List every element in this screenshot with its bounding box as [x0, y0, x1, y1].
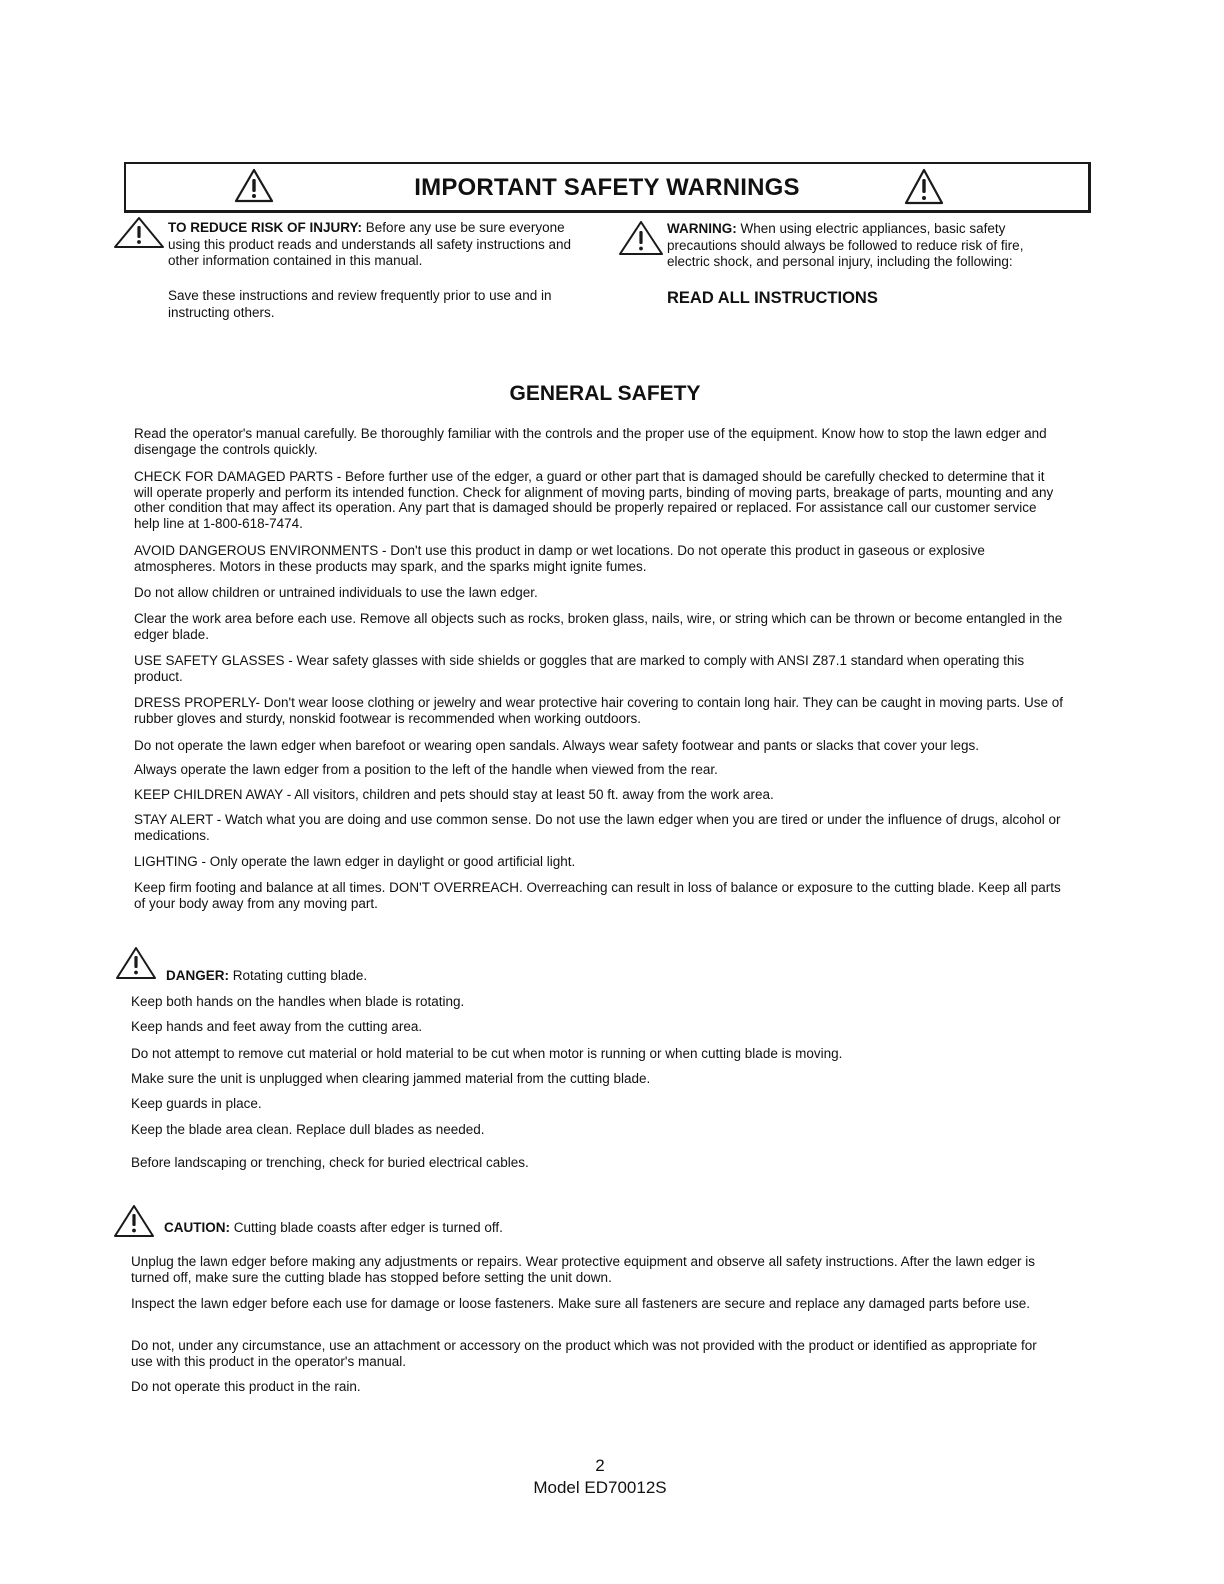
- caution-item: Inspect the lawn edger before each use for damage or loose fasteners. Make sure all fasteners are secure and replace any damaged parts before use.: [131, 1296, 1031, 1311]
- danger-lead: DANGER:: [166, 968, 229, 983]
- danger-item: Before landscaping or trenching, check for buried electrical cables.: [131, 1155, 529, 1170]
- general-safety-paragraph: USE SAFETY GLASSES - Wear safety glasses with side shields or goggles that are marked to comply with ANSI Z87.1 standard when operating this product.: [134, 653, 1025, 684]
- warning-triangle-icon: [113, 1204, 155, 1238]
- general-safety-paragraph: Clear the work area before each use. Remove all objects such as rocks, broken glass, nails, wire, or string which can be thrown or become entangled in the edger blade.: [134, 611, 1063, 642]
- caution-notice: [164, 1220, 503, 1236]
- risk-of-injury-text: Before any use be sure everyone using this product reads and understands all safety instructions and other information contained in this manual.: [168, 220, 571, 268]
- model-label: Model ED70012S: [533, 1478, 667, 1497]
- general-safety-paragraph: KEEP CHILDREN AWAY - All visitors, children and pets should stay at least 50 ft. away from the work area.: [134, 787, 774, 802]
- danger-item: Keep guards in place.: [131, 1096, 262, 1111]
- electric-warning-notice: [667, 221, 1057, 271]
- caution-item: Unplug the lawn edger before making any adjustments or repairs. Wear protective equipment and observe all safety instructions. After the lawn edger is turned off, make sure the cutting blade has stopped before setting the unit down.: [131, 1254, 1035, 1285]
- risk-of-injury-notice: [168, 220, 588, 270]
- banner-title: IMPORTANT SAFETY WARNINGS: [414, 174, 800, 201]
- danger-item: Make sure the unit is unplugged when clearing jammed material from the cutting blade.: [131, 1071, 651, 1086]
- caution-item: Do not, under any circumstance, use an attachment or accessory on the product which was not provided with the product or identified as appropriate for use with this product in the operator's manual.: [131, 1338, 1037, 1369]
- read-all-instructions: READ ALL INSTRUCTIONS: [667, 289, 878, 307]
- danger-item: Keep hands and feet away from the cutting area.: [131, 1019, 423, 1034]
- warning-triangle-icon: [618, 220, 664, 256]
- danger-item: Do not attempt to remove cut material or hold material to be cut when motor is running or when cutting blade is moving.: [131, 1046, 843, 1061]
- danger-notice: [166, 968, 367, 984]
- warning-triangle-icon: [113, 216, 165, 249]
- danger-item: Keep both hands on the handles when blade is rotating.: [131, 994, 465, 1009]
- general-safety-paragraph: Do not operate the lawn edger when barefoot or wearing open sandals. Always wear safety footwear and pants or slacks that cover your legs.: [134, 738, 979, 753]
- general-safety-paragraph: AVOID DANGEROUS ENVIRONMENTS - Don't use this product in damp or wet locations. Do not operate this product in gaseous or explosive atmospheres. Motors in these products may spark, and the sparks might ignite fumes.: [134, 543, 985, 574]
- general-safety-paragraph: LIGHTING - Only operate the lawn edger in daylight or good artificial light.: [134, 854, 576, 869]
- general-safety-paragraph: DRESS PROPERLY- Don't wear loose clothing or jewelry and wear protective hair covering to contain long hair. They can be caught in moving parts. Use of rubber gloves and sturdy, nonskid footwear is recommended when working outdoors.: [134, 695, 1064, 726]
- general-safety-paragraph: Always operate the lawn edger from a position to the left of the handle when viewed from the rear.: [134, 762, 718, 777]
- general-safety-paragraph: Read the operator's manual carefully. Be thoroughly familiar with the controls and the proper use of the equipment. Know how to stop the lawn edger and disengage the controls quickly.: [134, 426, 1047, 457]
- electric-warning-text: When using electric appliances, basic safety precautions should always be followed to reduce risk of fire, electric shock, and personal injury, including the following:: [667, 221, 1024, 269]
- caution-text: Cutting blade coasts after edger is turned off.: [233, 1220, 503, 1235]
- danger-item: Keep the blade area clean. Replace dull blades as needed.: [131, 1122, 485, 1137]
- general-safety-paragraph: CHECK FOR DAMAGED PARTS - Before further use of the edger, a guard or other part that is damaged should be carefully checked to determine that it will operate properly and perform its intended function. Check for alignment of moving parts, binding of moving parts, breakage of parts, mounting and any other condition that may affect its operation. Any part that is damaged should be properly repaired or replaced. For assistance call our customer service help line at 1-800-618-7474.: [134, 469, 1054, 531]
- general-safety-paragraph: STAY ALERT - Watch what you are doing and use common sense. Do not use the lawn edger when you are tired or under the influence of drugs, alcohol or medications.: [134, 812, 1061, 843]
- general-safety-paragraph: Keep firm footing and balance at all times. DON'T OVERREACH. Overreaching can result in loss of balance or exposure to the cutting blade. Keep all parts of your body away from any moving part.: [134, 880, 1061, 911]
- risk-of-injury-lead: TO REDUCE RISK OF INJURY:: [168, 220, 363, 235]
- safety-warnings-banner: [124, 162, 1091, 213]
- warning-triangle-icon: [115, 946, 157, 980]
- warning-triangle-icon: [904, 168, 944, 206]
- danger-text: Rotating cutting blade.: [232, 968, 368, 983]
- electric-warning-lead: WARNING:: [667, 221, 737, 236]
- caution-item: Do not operate this product in the rain.: [131, 1379, 361, 1394]
- general-safety-paragraph: Do not allow children or untrained individuals to use the lawn edger.: [134, 585, 538, 600]
- save-instructions-text: Save these instructions and review frequently prior to use and in instructing others.: [168, 288, 552, 320]
- general-safety-heading: GENERAL SAFETY: [509, 382, 701, 405]
- caution-lead: CAUTION:: [164, 1220, 230, 1235]
- page-number: 2: [595, 1456, 605, 1475]
